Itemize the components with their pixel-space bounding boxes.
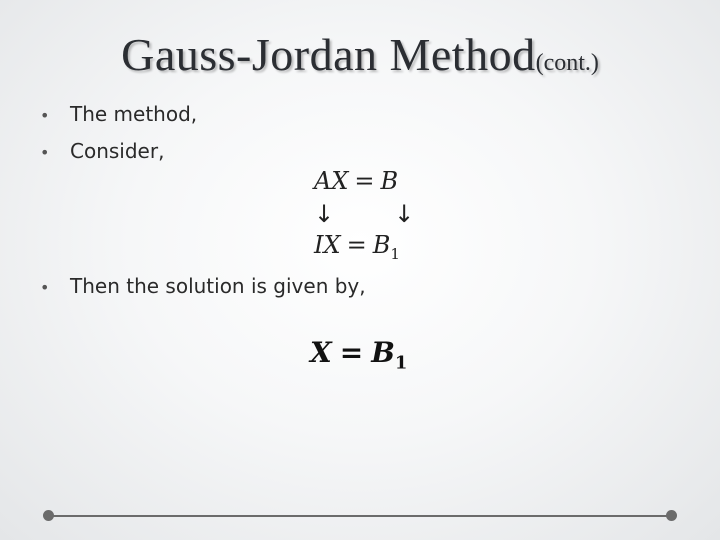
- solution-lhs: X: [310, 336, 332, 369]
- footer-rule: [48, 515, 672, 517]
- bullet-icon: •: [40, 143, 50, 162]
- equation-ix-equals-b1: [314, 231, 400, 263]
- solution-rhs-subscript: 1: [394, 352, 408, 374]
- equation-rhs: B: [372, 231, 391, 259]
- equation-ax-equals-b: [314, 167, 398, 195]
- bullet-text: Then the solution is given by,: [70, 274, 366, 298]
- bullet-item-method: [40, 102, 197, 126]
- bullet-item-consider: [40, 139, 164, 163]
- equation-rhs-subscript: 1: [390, 244, 400, 263]
- arrow-row: [314, 200, 414, 228]
- equation-lhs: IX: [314, 231, 341, 259]
- solution-rhs: B: [371, 336, 395, 369]
- title-suffix: (cont.): [535, 50, 599, 76]
- bullet-text: The method,: [70, 102, 198, 126]
- footer-rule-right-dot: [666, 510, 677, 521]
- bullet-item-solution: [40, 274, 366, 298]
- equation-equals: =: [346, 231, 367, 259]
- solution-equation: [310, 336, 407, 374]
- title-main: Gauss-Jordan Method: [121, 29, 536, 80]
- bullet-icon: •: [40, 106, 50, 125]
- solution-equals: =: [339, 336, 364, 369]
- bullet-text: Consider,: [70, 139, 165, 163]
- slide-title: [0, 28, 720, 81]
- down-arrow-icon: ↓: [314, 200, 335, 228]
- equation-lhs: AX: [314, 167, 349, 195]
- equation-rhs: B: [380, 167, 399, 195]
- bullet-icon: •: [40, 278, 50, 297]
- footer-rule-left-dot: [43, 510, 54, 521]
- equation-equals: =: [354, 167, 375, 195]
- down-arrow-icon: ↓: [394, 200, 415, 228]
